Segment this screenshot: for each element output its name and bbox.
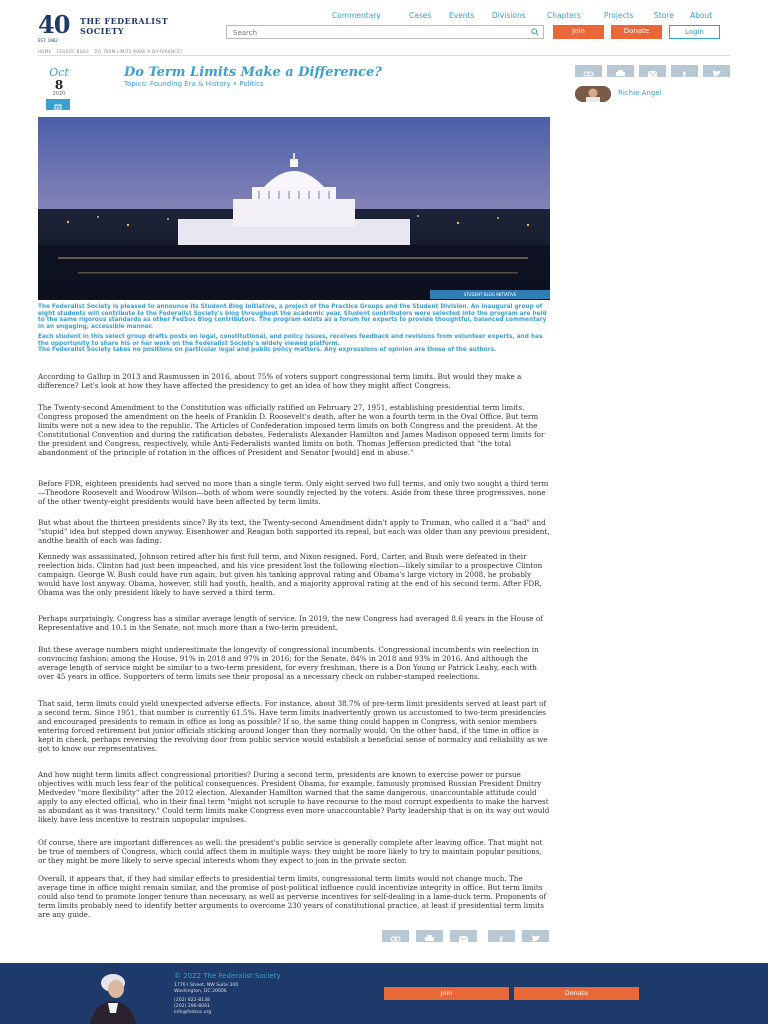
join-button[interactable]: Join xyxy=(553,25,604,39)
share-print-button[interactable] xyxy=(607,65,634,77)
email-icon xyxy=(639,68,666,80)
paragraph: According to Gallup in 2013 and Rasmussen in 2016, about 75% of voters support congressional term limits. But would they make a difference? Let's look at how they have affected the presidency to get an idea of how they might affect Congress. xyxy=(38,372,522,391)
document-icon xyxy=(46,103,70,114)
search-icon[interactable] xyxy=(531,28,539,36)
breadcrumb-home[interactable]: HOME xyxy=(38,49,52,54)
date-month: Oct xyxy=(49,66,69,79)
footer-join-button[interactable]: Join xyxy=(384,987,509,1000)
share-link-button[interactable] xyxy=(575,65,602,77)
author-avatar[interactable] xyxy=(575,86,611,102)
divider xyxy=(38,55,730,56)
search-placeholder: Search xyxy=(233,29,258,37)
email-icon xyxy=(450,933,477,945)
logo-est: EST. 1982 xyxy=(38,38,58,43)
twitter-icon xyxy=(522,933,549,945)
paragraph: The Twenty-second Amendment to the Constitution was officially ratified on February 27, 1951, establishing presidential term limits. Congress proposed the amendment on the heels of Franklin D. Roosevelt's death, after he won a fourth term in the Oval Office. But term limits were not a new idea to the republic. The Articles of Confederation imposed term limits on both Congress and the president. At the Constitutional Convention and during the ratification debates, Federalists Alexander Hamilton and James Madison opposed term limits for the president and Congress, respectively, while Anti-Federalists wanted limits on both. Thomas Jefferson predicted that "the total abandonment of the principle of rotation in the offices of President and Senator [would] end in abuse." xyxy=(38,403,545,458)
search-input[interactable] xyxy=(226,25,544,39)
paragraph: And how might term limits affect congressional priorities? During a second term, presidents are known to exercise power or pursue objectives with much less fear of the political consequences. President Obama, for example, famously promised Russian President Dmitry Medvedev "more flexibility" after the 2012 election. Alexander Hamilton warned that the same dangerous, unaccountable attitude could apply to any elected official, who in their final term "might not scruple to have recourse to the most corrupt expedients to make the harvest as abundant as it was transitory." Could term limits make Congress even more unaccountable? Party leadership that is on its way out would likely have less incentive to restrain unpopular impulses. xyxy=(38,770,550,825)
footer-address-2: Washington, DC 20006 xyxy=(174,989,227,994)
paragraph: That said, term limits could yield unexpected adverse effects. For instance, about 38.7% of pre-term limit presidents served at least part of a second term. Since 1951, that number is currently 61.5%. Have term limits inadvertently grown us accustomed to two-term presidencies and encouraged presidents to remain in office as long as possible? If so, the same thing could happen in Congress, with senior members entering forced retirement but junior officials sticking around longer than they normally would. On the other hand, if the time in office is kept in check, perhaps reversing the revolving door from public service would establish a beneficial sense of normalcy and reliability as we got to know our representatives. xyxy=(38,699,548,754)
nav-divisions[interactable]: Divisions xyxy=(492,11,526,20)
svg-text:f: f xyxy=(499,935,503,945)
share-email-button[interactable] xyxy=(639,65,666,77)
login-button[interactable]: Login xyxy=(669,25,720,39)
share-twitter-button[interactable] xyxy=(703,65,730,77)
nav-store[interactable]: Store xyxy=(654,11,674,20)
paragraph: Kennedy was assassinated, Johnson retired after his first full term, and Nixon resigned. Ford, Carter, and Bush were defeated in their reelection bids. Clinton had just been impeached, and his vice president lost the following election—likely similar to a prospective Clinton campaign. George W. Bush could have run again, but given his tanking approval rating and Obama's large victory in 2008, he probably would have lost anyway. Obama, however, still had youth, health, and a majority approval rating at the end of his second term. After FDR, Obama was the only president likely to have served a third term. xyxy=(38,552,543,598)
article-topics[interactable]: Topics: Founding Era & History • Politics xyxy=(124,80,264,88)
nav-commentary[interactable]: Commentary xyxy=(332,11,381,20)
paragraph: But these average numbers might underestimate the longevity of congressional incumbents. Congressional incumbents win reelection in convincing fashion: among the House, 91% in 2018 and 97% in 2016; for the Senate, 84% in 2018 and 93% in 2016. And although the average length of service might be similar to a two-term president, for every freshman, there is a Don Young or Patrick Leahy, each with over 45 years in office. Supporters of term limits see their proposal as a necessary check on rubber-stamped reelections. xyxy=(38,645,539,682)
article-date xyxy=(40,66,78,97)
footer-portrait-madison xyxy=(80,963,146,1024)
date-day: 8 xyxy=(54,78,64,92)
paragraph: Perhaps surprisingly, Congress has a similar average length of service. In 2019, the new Congress had averaged 8.6 years in the House of Representative and 10.1 in the Senate, not much more than a two-term president. xyxy=(38,614,543,633)
paragraph: But what about the thirteen presidents since? By its text, the Twenty-second Amendment didn't apply to Truman, who called it a "bad" and "stupid" idea but stepped down anyway. Eisenhower and Reagan both supported its repeal, but each was older than any previous president, andthe health of each was fading. xyxy=(38,518,550,546)
footer-fax: (202) 296-8061 xyxy=(174,1004,210,1009)
print-icon xyxy=(416,933,443,945)
share-facebook-button-bottom[interactable] xyxy=(488,930,515,945)
twitter-icon xyxy=(703,68,730,80)
logo-line1: THE FEDERALIST xyxy=(80,16,169,26)
intro-note-1: The Federalist Society is pleased to announce its Student Blog Initiative, a project of the Practice Groups and the Student Division. An inaugural group of eight students will contribute to the Federalist Society's blog throughout the academic year. Student contributors were selected into the program are held to the same rigorous standards as other FedSoc Blog contributors. The program exists as a forum for experts to provide thoughtful, balanced commentary in an engaging, accessible manner. xyxy=(38,304,547,330)
share-link-button-bottom[interactable] xyxy=(382,930,409,942)
nav-events[interactable]: Events xyxy=(449,11,475,20)
nav-about[interactable]: About xyxy=(690,11,713,20)
author-name[interactable]: Richie Angel xyxy=(618,89,662,97)
footer-email[interactable]: info@fedsoc.org xyxy=(174,1010,212,1015)
paragraph: Of course, there are important differences as well: the president's public service is generally complete after leaving office. That might not be true of members of Congress, which could affect them in multiple ways: they might be more likely to try to maintain popular positions, or they might be more likely to serve special interests whom they expect to join in the private sector. xyxy=(38,838,543,866)
footer-donate-button[interactable]: Donate xyxy=(514,987,639,1000)
link-icon xyxy=(382,933,409,945)
footer-copyright: © 2022 The Federalist Society xyxy=(174,972,281,980)
print-icon xyxy=(607,68,634,80)
hero-image-tag: STUDENT BLOG INITIATIVE xyxy=(430,290,550,299)
breadcrumb-blog[interactable]: FEDSOC BLOG xyxy=(56,49,89,54)
nav-projects[interactable]: Projects xyxy=(604,11,634,20)
site-header xyxy=(0,0,768,48)
paragraph: Overall, it appears that, if they had similar effects to presidential term limits, congressional term limits would not change much. The average time in office might remain similar, and the promise of post-political influence could incentivize integrity in office. But term limits could also tend to promote longer tenure than necessary, as well as perverse incentives for self-dealing in a lame-duck term. Proponents of term limits probably need to identify better arguments to overcome 230 years of constitutional practice, at least if presidential term limits are any guide. xyxy=(38,874,547,920)
share-email-button-bottom[interactable] xyxy=(450,930,477,942)
footer-address-1: 1776 I Street, NW Suite 300 xyxy=(174,983,239,988)
share-facebook-button[interactable] xyxy=(671,65,698,80)
facebook-icon xyxy=(671,68,698,80)
facebook-icon xyxy=(488,933,515,945)
article-title: Do Term Limits Make a Difference? xyxy=(124,65,382,80)
footer-phone[interactable]: (202) 822-8138 xyxy=(174,998,210,1003)
breadcrumb-current: DO TERM LIMITS MAKE A DIFFERENCE? xyxy=(94,49,183,54)
paragraph: Before FDR, eighteen presidents had served no more than a single term. Only eight served two full terms, and only two sought a third term—Theodore Roosevelt and Woodrow Wilson—both of whom were soundly rejected by the voters. Aside from these three progressives, none of the other twenty-eight presidents would have been affected by term limits. xyxy=(38,479,549,507)
intro-note-3: The Federalist Society takes no positions on particular legal and public policy matters. Any expressions of opinion are those of the authors. xyxy=(38,347,497,353)
print-pdf-button[interactable] xyxy=(46,99,70,110)
donate-button[interactable]: Donate xyxy=(611,25,662,39)
intro-note-2: Each student in this select group drafts posts on legal, constitutional, and policy issues, receives feedback and revisions from volunteer experts, and has the opportunity to share his or her work on the Federalist Society's widely viewed platform. xyxy=(38,334,543,347)
share-print-button-bottom[interactable] xyxy=(416,930,443,942)
hero-image-capitol xyxy=(38,117,550,300)
nav-chapters[interactable]: Chapters xyxy=(547,11,581,20)
nav-cases[interactable]: Cases xyxy=(409,11,432,20)
breadcrumb xyxy=(38,49,186,54)
logo-line2: SOCIETY xyxy=(80,26,125,36)
svg-text:f: f xyxy=(682,70,686,80)
logo-number: 40 xyxy=(38,10,70,39)
share-twitter-button-bottom[interactable] xyxy=(522,930,549,942)
main-nav xyxy=(0,11,768,23)
date-year: 2020 xyxy=(52,91,66,97)
link-icon xyxy=(575,68,602,80)
